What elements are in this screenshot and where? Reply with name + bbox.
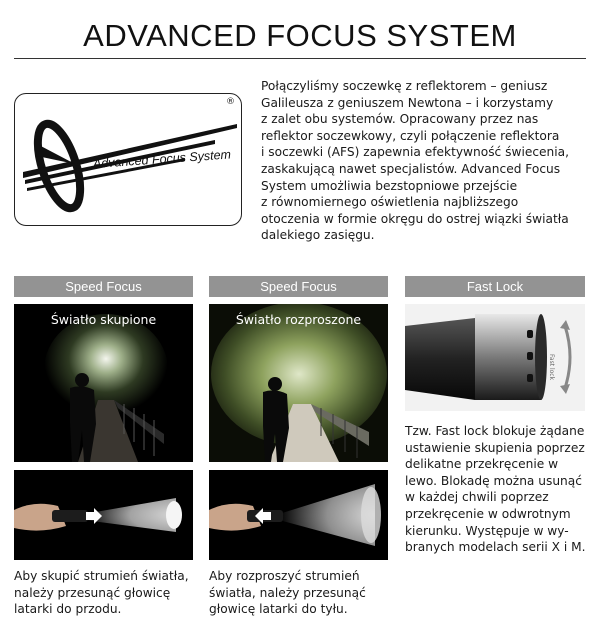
caption-line: lewo. Blokadę można usunąć [405,473,582,488]
caption-line: Aby skupić strumień światła, [14,569,189,583]
caption-line: Aby rozproszyć strumień [209,569,360,583]
caption-line: przekręcenie w odwrotnym [405,506,571,521]
caption-line: branych modelach serii X i M. [405,540,586,555]
caption-line: delikatne przekręcenie w [405,457,559,472]
fast-lock-engraving: Fast lock [548,354,555,381]
photo-hand-forward [14,470,193,560]
photo-diffused-light [209,304,388,462]
caption-fast-lock [405,423,586,556]
photo-focused-light [14,304,193,462]
caption-focus [14,568,189,618]
logo-text: Advanced Focus System [92,147,232,171]
caption-line: kierunku. Występuje w wy- [405,523,569,538]
intro-line: reflektor soczewkowy, czyli połączenie reflektora [261,128,560,143]
caption-line: należy przesunąć głowicę [14,585,171,600]
caption-diffuse [209,568,366,618]
intro-line: z zalet obu systemów. Opracowany przez nas [261,112,539,127]
intro-line: z równomiernego oświetlenia najbliższego [261,195,519,210]
photo-label: Światło skupione [50,312,157,327]
intro-line: zaskakującą nawet specjalistów. Advanced Focus [261,161,561,176]
caption-line: w każdej chwili poprzez [405,490,549,505]
photo-label: Światło rozproszone [235,312,362,327]
photo-hand-backward [209,470,388,560]
intro-paragraph [261,78,591,244]
column-header-fast-lock: Fast Lock [405,276,585,297]
intro-line: dalekiego zasięgu. [261,228,375,243]
photo-fast-lock [405,304,585,411]
column-header-speed-focus-1: Speed Focus [14,276,193,297]
caption-line: światła, należy przesunąć [209,585,366,600]
caption-line: głowicę latarki do tyłu. [209,602,348,617]
title-divider [14,58,586,59]
caption-line: Tzw. Fast lock blokuje żądane [405,424,585,438]
caption-line: ustawienie skupienia poprzez [405,440,585,455]
intro-line: System umożliwia bezstopniowe przejście [261,178,518,193]
caption-line: latarki do przodu. [14,602,122,617]
registered-mark: ® [226,97,235,107]
intro-line: Galileusza z geniuszem Newtona – i korzystamy [261,95,554,110]
page-title: ADVANCED FOCUS SYSTEM [83,18,517,53]
column-header-speed-focus-2: Speed Focus [209,276,388,297]
intro-line: Połączyliśmy soczewkę z reflektorem – geniusz [261,79,548,93]
intro-line: i soczewki (AFS) zapewnia efektywność świecenia, [261,145,569,160]
intro-line: otoczenia w formie okręgu do ostrej wiązki światła [261,211,569,226]
afs-logo [14,93,242,226]
